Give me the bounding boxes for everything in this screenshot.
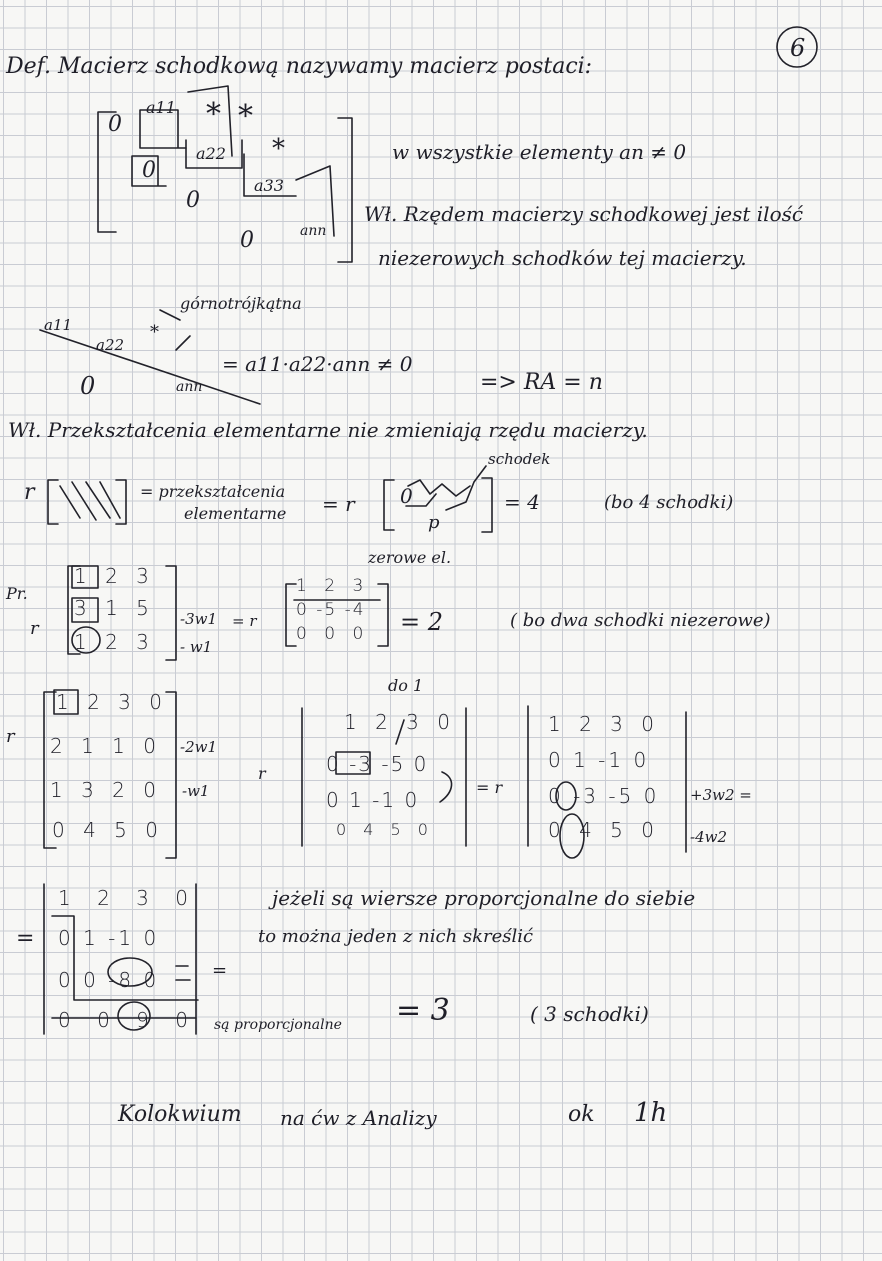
tri-ann: ann: [176, 379, 203, 395]
footer-ok: ok: [568, 1102, 595, 1127]
ex1-row-2: 3 1 5: [74, 596, 155, 620]
ex2-row-2: 2 1 1 0: [50, 734, 162, 758]
ex2b-row-3: 0 1 -1 0: [326, 788, 420, 812]
ex2-row-1: 1 2 3 0: [56, 690, 168, 714]
footer-na-cw: na ćw z Analizy: [280, 1106, 437, 1130]
example1-r: r: [30, 618, 39, 639]
property-note: (bo 4 schodki): [604, 492, 734, 513]
tri-star: *: [150, 322, 159, 343]
ex1-op-2: - w1: [180, 638, 213, 656]
tri-implication: => RA = n: [480, 370, 603, 395]
entry-a11: a11: [146, 98, 176, 117]
ex1-res-row-1: 1 2 3: [296, 576, 370, 596]
ex3-row-3: 0 0 -8 0: [58, 968, 160, 992]
ex1-row-3: 1 2 3: [74, 630, 155, 654]
entry-zero-1: 0: [108, 112, 122, 137]
ex1-result: = 2: [400, 608, 444, 636]
footer-time: 1h: [634, 1098, 668, 1128]
ex1-res-row-3: 0 0 0: [296, 624, 370, 644]
definition-condition: w wszystkie elementy an ≠ 0: [392, 140, 687, 164]
transform-line2: elementarne: [184, 504, 287, 523]
tri-zero: 0: [80, 372, 96, 400]
ex2-do1: do 1: [388, 676, 424, 695]
wn-line-1: Wł. Rzędem macierzy schodkowej jest ilość: [364, 202, 804, 226]
ex2-swap: = r: [476, 778, 503, 797]
ex3-row-2: 0 1 -1 0: [58, 926, 160, 950]
zero-label: zerowe el.: [368, 548, 452, 567]
ex3-steps: ( 3 schodki): [530, 1002, 649, 1026]
stair-p: p: [428, 512, 440, 533]
r-label: r: [24, 480, 35, 505]
ex1-op-1: -3w1: [180, 610, 217, 628]
ex3-eq: =: [16, 926, 35, 951]
ex3-note-2: to można jeden z nich skreślić: [258, 926, 534, 947]
ex2b-row-1: 1 2 3 0: [344, 710, 456, 734]
triangular-label: górnotrójkątna: [180, 294, 302, 313]
ex1-res-row-2: 0 -5 -4: [296, 600, 366, 620]
ex2b-row-4: 0 4 5 0: [336, 820, 434, 839]
wn-line-2: niezerowych schodków tej macierzy.: [378, 246, 747, 270]
entry-star-1: *: [206, 97, 221, 132]
ex2c-row-3: 0 -3 -5 0: [548, 784, 660, 808]
entry-zero-3: 0: [186, 188, 200, 213]
definition-title: Def. Macierz schodkową nazywamy macierz postaci:: [6, 54, 593, 79]
ex2-r: r: [6, 726, 15, 747]
entry-a33: a33: [254, 176, 284, 195]
ex2-op3-1: +3w2 =: [690, 786, 752, 804]
ex2-op-1: -2w1: [180, 738, 217, 756]
property-text: Wł. Przekształcenia elementarne nie zmieniają rzędu macierzy.: [8, 418, 648, 442]
entry-zero-2: 0: [142, 158, 156, 183]
stair-label: schodek: [488, 450, 551, 468]
ex3-eq2: =: [212, 960, 228, 981]
ex1-eq-r: = r: [232, 612, 257, 630]
footer-kolokwium: Kolokwium: [118, 1102, 242, 1127]
tri-product: = a11·a22·ann ≠ 0: [222, 352, 413, 376]
ex3-prop: są proporcjonalne: [214, 1017, 342, 1033]
page-number: 6: [790, 34, 806, 62]
ex2-row-4: 0 4 5 0: [52, 818, 164, 842]
property-result: = 4: [504, 490, 540, 514]
ex2-op-2: -w1: [182, 782, 210, 800]
stair-zero: 0: [400, 484, 413, 508]
entry-ann: ann: [300, 223, 327, 239]
ex3-note-1: jeżeli są wiersze proporcjonalne do siebie: [272, 886, 696, 910]
ex3-result: = 3: [396, 993, 450, 1028]
ex2c-row-1: 1 2 3 0: [548, 712, 660, 736]
tri-a11: a11: [44, 316, 73, 334]
ex2b-row-2: 0 -3 -5 0: [326, 752, 429, 776]
tri-a22: a22: [96, 336, 125, 354]
ex2c-row-2: 0 1 -1 0: [548, 748, 650, 772]
ex2c-row-4: 0 4 5 0: [548, 818, 660, 842]
ex1-row-1: 1 2 3: [74, 564, 155, 588]
ex2-row-3: 1 3 2 0: [50, 778, 162, 802]
ex1-note: ( bo dwa schodki niezerowe): [510, 610, 771, 631]
example1-label: Pr.: [6, 584, 28, 603]
entry-star-2: *: [238, 99, 253, 134]
transform-line1: = przekształcenia: [140, 482, 286, 501]
ex2-op3-2: -4w2: [690, 828, 727, 846]
eq-r: = r: [322, 492, 355, 516]
entry-a22: a22: [196, 144, 226, 163]
entry-star-3: *: [272, 134, 285, 164]
entry-zero-4: 0: [240, 228, 254, 253]
ex2-r2: r: [258, 764, 266, 783]
ex3-row-1: 1 2 3 0: [58, 886, 198, 910]
ex3-row-4: 0 0 9 0: [58, 1008, 198, 1032]
